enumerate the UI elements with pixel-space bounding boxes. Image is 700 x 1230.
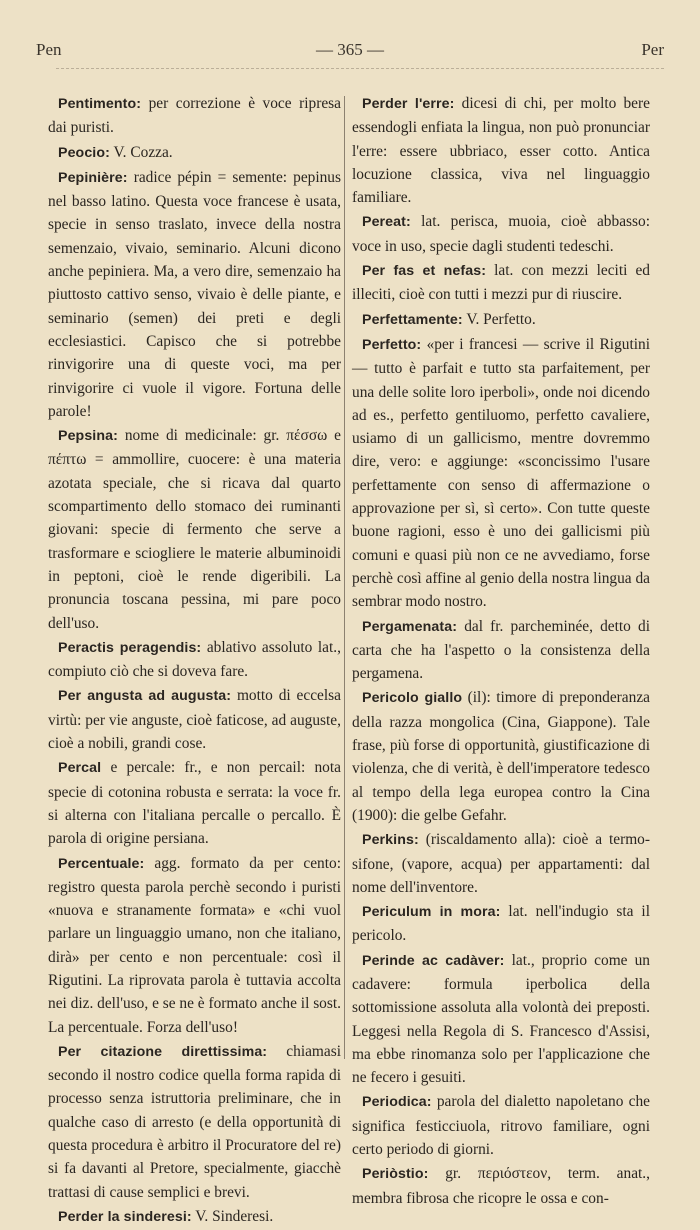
- entry: [48, 424, 341, 635]
- entry: [352, 686, 650, 827]
- entry-definition: dal fr. parcheminée, detto di carta che ha l'aspetto o la consistenza della pergamena.: [352, 617, 650, 683]
- page-number: — 365 —: [316, 40, 384, 59]
- entry: [352, 615, 650, 686]
- entry-definition: motto di eccelsa virtù: per vie anguste, cioè faticose, ad auguste, cioè a nobili, grandi cose.: [48, 687, 341, 753]
- entry: [352, 949, 650, 1090]
- entry: [48, 166, 341, 423]
- entry: [352, 333, 650, 614]
- entry: [352, 92, 650, 209]
- entry: [352, 259, 650, 307]
- entry-term: Peractis peragendis:: [58, 639, 202, 656]
- entry-definition: (il): timore di preponderanza della razza mongolica (Cina, Giappone). Tale frase, più forse di opportunità, giustificazione di violenza, che di verità, è dell'imperatore tedesco al tempo della lega europea contro la Cina (1900): die gelbe Gefahr.: [352, 689, 650, 824]
- entry-definition: parola del dialetto napoletano che significa festicciuola, ritrovo familiare, ogni certo periodo di giorni.: [352, 1093, 650, 1159]
- entry-term: Pepinière:: [58, 169, 128, 186]
- entry-definition: radice pépin = semente: pepinus nel basso latino. Questa voce francese è usata, specie in senso traslato, invece della nostra semenzaio, vivaio, seminario. Alcuni dicono anche pepiniera. Ma, a vero dire, semenzaio ha piuttosto cattivo senso, vivaio è delle piante, e seminario (semen) dei preti e degli ecclesiastici. Capisco che si potrebbe rinvigorire una di queste voci, ma per rinvigorire ci vuole il vigore. Fortuna delle parole!: [48, 168, 341, 420]
- entry-term: Pepsina:: [58, 428, 118, 445]
- header-rule: [56, 68, 664, 69]
- entry-definition: dicesi di chi, per molto bere essendogli enfiata la lingua, non può pronunciar l'erre: essere ubbriaco, esser cotto. Antica locuzione classica, viva nel linguaggio familiare.: [352, 95, 650, 207]
- column-divider: [344, 96, 345, 1059]
- entry: [48, 92, 341, 140]
- entry: [352, 1162, 650, 1210]
- entry-term: Pereat:: [362, 214, 411, 231]
- entry-term: Perder la sinderesi:: [58, 1208, 192, 1225]
- page-header: [36, 40, 664, 64]
- entry-definition: gr. περιόστεον, term. anat., membra fibrosa che ricopre le ossa e con-: [352, 1165, 650, 1207]
- left-column: [48, 92, 341, 1230]
- entry: [352, 210, 650, 258]
- entry-term: Periculum in mora:: [362, 904, 501, 921]
- entry-term: Percentuale:: [58, 855, 145, 872]
- entry-definition: V. Cozza.: [113, 143, 173, 161]
- entry: [48, 636, 341, 684]
- entry-definition: «per i francesi — scrive il Rigutini — tutto è parfait e tutto sta parfaitement, per una delle solite loro iperboli», onde noi dicendo ad es., perfetto gentiluomo, perfetto cavaliere, usiamo di un gallicismo, mentre dovremmo dire, vero: e aggiunge: «sconcissimo l'usare perfettamente con senso di affermazione o approvazione per sì, sì certo». Con tutte queste buone ragioni, esso è uno dei gallicismi più comuni e quasi più non ce ne avvediamo, forse perchè così affine al genio della nostra lingua da sembrar modo nostro.: [352, 335, 651, 611]
- entry-term: Perinde ac cadàver:: [362, 952, 505, 969]
- entry-definition: nome di medicinale: gr. πέσσω e πέπτω = ammollire, cuocere: è una materia azotata speciale, che si ricava dal quarto scompartimento dello stomaco dei ruminanti giovani: specie di fermento che serve a trasformare e sciogliere le materie albuminoidi in peptoni, cioè le rende digeribili. La pronuncia toscana pessina, mi pare poco dell'uso.: [48, 427, 341, 632]
- entry-term: Pergamenata:: [362, 618, 458, 635]
- entry-term: Periodica:: [362, 1094, 432, 1111]
- entry: [48, 1205, 341, 1229]
- entry-definition: lat., proprio come un cadavere: formula iperbolica della sottomissione assoluta alla volontà dei preposti. Leggesi nella Regola di S. Francesco d'Assisi, ma ebbe rinomanza solo per l'applicazione che ne fecero i gesuiti.: [352, 951, 651, 1087]
- entry-definition: per correzione è voce ripresa dai puristi.: [48, 95, 341, 137]
- entry-definition: V. Perfetto.: [466, 310, 536, 328]
- entry-definition: ablativo assoluto lat., compiuto ciò che si doveva fare.: [48, 638, 341, 681]
- entry: [352, 900, 650, 948]
- entry-term: Pentimento:: [58, 96, 142, 112]
- entry: [48, 756, 341, 850]
- entry-definition: lat. con mezzi leciti ed illeciti, cioè con tutti i mezzi pur di riuscire.: [352, 262, 650, 304]
- entry: [48, 852, 341, 1039]
- entry: [352, 1090, 650, 1161]
- entry: [48, 141, 341, 165]
- entry-definition: V. Sinderesi.: [195, 1207, 274, 1225]
- entry-definition: (riscaldamento alla): cioè a termo-sifone, (vapore, acqua) per appartamenti: dal nome dell'inventore.: [352, 831, 650, 896]
- entry: [352, 308, 650, 332]
- entry-term: Percal: [58, 760, 102, 777]
- entry-term: Per fas et nefas:: [362, 263, 487, 280]
- entry: [48, 684, 341, 755]
- entry: [48, 1040, 341, 1204]
- header-left-guide-word: Pen: [36, 40, 62, 59]
- entry-term: Perfetto:: [362, 336, 422, 353]
- entry-term: Pericolo giallo: [362, 690, 463, 707]
- entry-term: Peocio:: [58, 144, 110, 161]
- right-column: [352, 92, 650, 1211]
- entry-term: Perkins:: [362, 832, 419, 849]
- entry-term: Perder l'erre:: [362, 96, 455, 112]
- entry-definition: e percale: fr., e non percail: nota specie di cotonina robusta e serrata: la voce fr. si alterna con l'italiana percalle o percallo. È parola di origine persiana.: [48, 759, 341, 848]
- entry-definition: lat. nell'indugio sta il pericolo.: [352, 903, 650, 945]
- entry-definition: agg. formato da per cento: registro questa parola perchè secondo i puristi «nuova e stranamente formata» e «chi vuol parlare un linguaggio umano, non che italiano, dirà» per cento e non percentuale: così il Rigutini. La riprovata parola è tuttavia accolta nei diz. dell'uso, e se ne è formato anche il sost. La percentuale. Forza dell'uso!: [48, 854, 341, 1036]
- entry-definition: lat. perisca, muoia, cioè abbasso: voce in uso, specie dagli studenti tedeschi.: [352, 213, 650, 255]
- header-right-guide-word: Per: [641, 40, 664, 59]
- entry-term: Periòstio:: [362, 1166, 429, 1183]
- entry-definition: chiamasi secondo il nostro codice quella forma rapida di processo senza istruttoria preliminare, che in qualche caso di arresto (e della opportunità di questa procedura è arbitro il Procuratore del re) si fa davanti al Pretore, specialmente, giacchè trattasi di cause semplici e brevi.: [48, 1042, 341, 1201]
- entry-term: Perfettamente:: [362, 311, 463, 328]
- entry-term: Per citazione direttissima:: [58, 1043, 268, 1060]
- entry-term: Per angusta ad augusta:: [58, 688, 232, 705]
- entry: [352, 828, 650, 899]
